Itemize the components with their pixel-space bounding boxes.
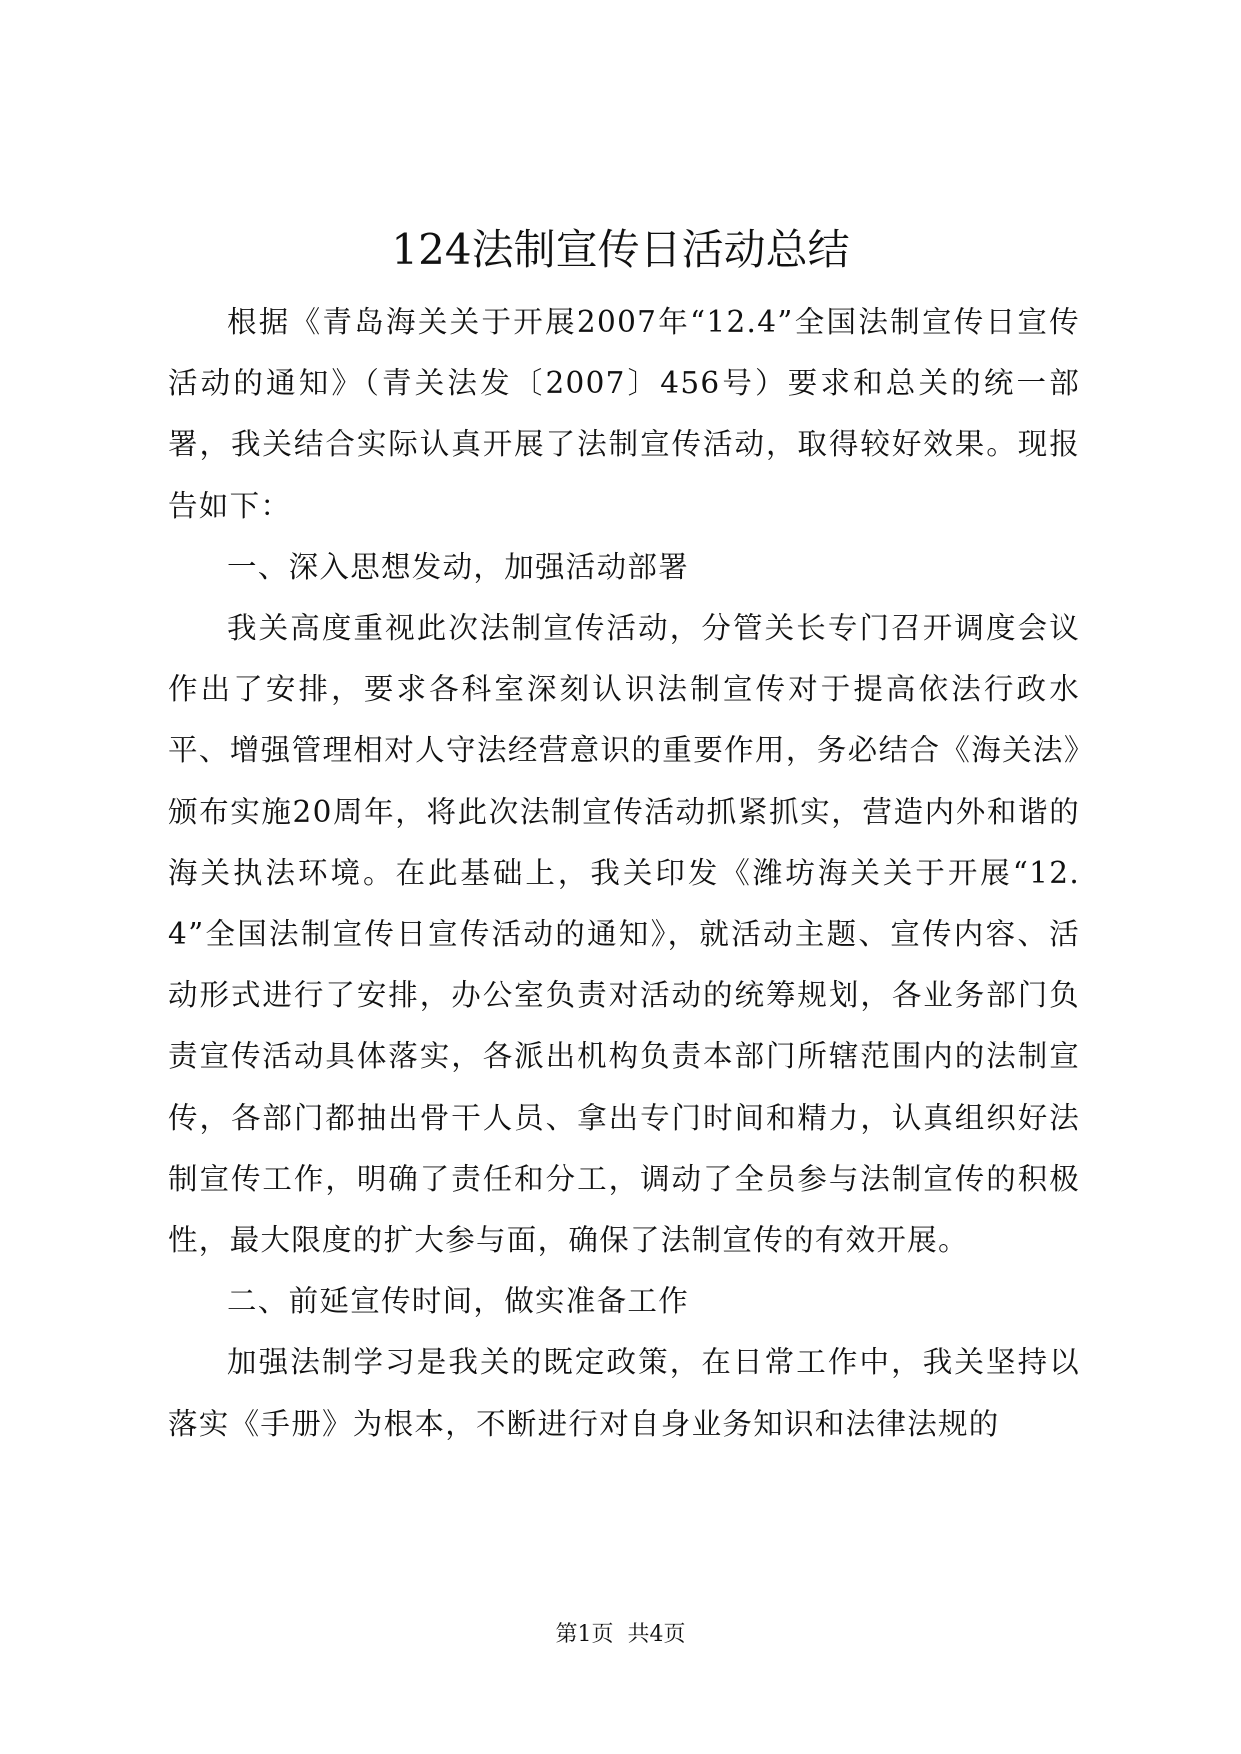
paragraph-section-2: 加强法制学习是我关的既定政策，在日常工作中，我关坚持以落实《手册》为根本，不断进行对自身业务知识和法律法规的 [168, 1345, 1080, 1441]
section-heading-1: 一、深入思想发动，加强活动部署 [227, 549, 690, 584]
section-heading-2: 二、前延宣传时间，做实准备工作 [227, 1284, 690, 1319]
document-body [168, 292, 1080, 1455]
paragraph-intro: 根据《青岛海关关于开展2007年“12.4”全国法制宣传日宣传活动的通知》（青关法发〔2007〕456号）要求和总关的统一部署，我关结合实际认真开展了法制宣传活动，取得较好效果。现报告如下： [168, 305, 1080, 523]
page-footer [0, 1620, 1241, 1650]
document-title: 124法制宣传日活动总结 [391, 225, 850, 274]
paragraph-section-1: 我关高度重视此次法制宣传活动，分管关长专门召开调度会议作出了安排，要求各科室深刻认识法制宣传对于提高依法行政水平、增强管理相对人守法经营意识的重要作用，务必结合《海关法》颁布实施20周年，将此次法制宣传活动抓紧抓实，营造内外和谐的海关执法环境。在此基础上，我关印发《潍坊海关关于开展“12.4”全国法制宣传日宣传活动的通知》，就活动主题、宣传内容、活动形式进行了安排，办公室负责对活动的统筹规划，各业务部门负责宣传活动具体落实，各派出机构负责本部门所辖范围内的法制宣传，各部门都抽出骨干人员、拿出专门时间和精力，认真组织好法制宣传工作，明确了责任和分工，调动了全员参与法制宣传的积极性，最大限度的扩大参与面，确保了法制宣传的有效开展。 [168, 611, 1080, 1258]
page-number: 第1页 [555, 1622, 614, 1647]
page-total: 共4页 [627, 1622, 686, 1647]
